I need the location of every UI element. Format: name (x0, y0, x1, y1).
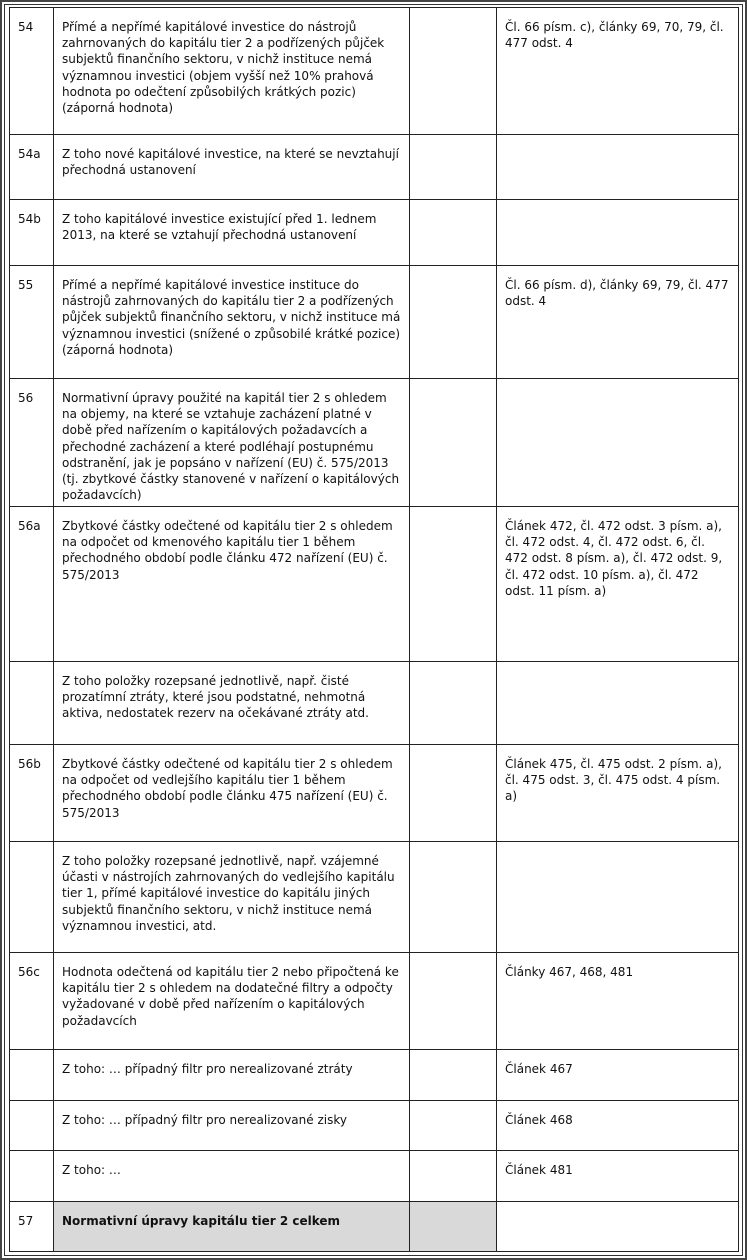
row-regulation-reference: Článek 467 (497, 1050, 739, 1101)
row-description: Normativní úpravy použité na kapitál tier 2 s ohledem na objemy, na které se vztahuje zacházení platné v době před nařízením o kapitálových požadavcích a přechodné zacházení a které podléhají postupnému odstranění, jak je popsáno v nařízení (EU) č. 575/2013 (tj. zbytkové částky stanovené v nařízení o kapitálových požadavcích) (54, 379, 410, 507)
row-amount (410, 842, 497, 953)
row-regulation-reference (497, 662, 739, 745)
row-description: Normativní úpravy kapitálu tier 2 celkem (54, 1202, 410, 1252)
table-row (10, 8, 739, 135)
row-regulation-reference: Článek 481 (497, 1151, 739, 1202)
row-regulation-reference: Čl. 66 písm. d), články 69, 79, čl. 477 odst. 4 (497, 266, 739, 379)
row-amount (410, 1151, 497, 1202)
row-amount (410, 662, 497, 745)
row-description: Hodnota odečtená od kapitálu tier 2 nebo připočtená ke kapitálu tier 2 s ohledem na dodatečné filtry a odpočty vyžadované v době před nařízením o kapitálových požadavcích (54, 953, 410, 1050)
row-number: 54 (10, 8, 54, 135)
row-amount (410, 1202, 497, 1252)
row-description: Z toho: … (54, 1151, 410, 1202)
table-row (10, 1101, 739, 1151)
table-row (10, 200, 739, 266)
row-number: 57 (10, 1202, 54, 1252)
row-number: 56c (10, 953, 54, 1050)
row-description: Z toho: … případný filtr pro nerealizované ztráty (54, 1050, 410, 1101)
table-row-total (10, 1202, 739, 1252)
row-number: 56a (10, 507, 54, 662)
row-regulation-reference: Čl. 66 písm. c), články 69, 70, 79, čl. 477 odst. 4 (497, 8, 739, 135)
row-amount (410, 200, 497, 266)
row-description: Zbytkové částky odečtené od kapitálu tier 2 s ohledem na odpočet od kmenového kapitálu tier 1 během přechodného období podle článku 472 nařízení (EU) č. 575/2013 (54, 507, 410, 662)
row-regulation-reference (497, 135, 739, 200)
row-regulation-reference (497, 200, 739, 266)
row-regulation-reference: Články 467, 468, 481 (497, 953, 739, 1050)
row-description: Z toho: … případný filtr pro nerealizované zisky (54, 1101, 410, 1151)
row-regulation-reference (497, 842, 739, 953)
row-amount (410, 379, 497, 507)
row-description: Z toho položky rozepsané jednotlivě, např. vzájemné účasti v nástrojích zahrnovaných do vedlejšího kapitálu tier 1, přímé kapitálové investice do kapitálu jiných subjektů finančního sektoru, v nichž instituce nemá významnou investici, atd. (54, 842, 410, 953)
row-description: Z toho kapitálové investice existující před 1. lednem 2013, na které se vztahují přechodná ustanovení (54, 200, 410, 266)
row-description: Přímé a nepřímé kapitálové investice do nástrojů zahrnovaných do kapitálu tier 2 a podřízených půjček subjektů finančního sektoru, v nichž instituce nemá významnou investici (objem vyšší než 10% prahová hodnota po odečtení způsobilých krátkých pozic) (záporná hodnota) (54, 8, 410, 135)
table-row (10, 1050, 739, 1101)
table-row (10, 953, 739, 1050)
row-number: 56b (10, 745, 54, 842)
table-row (10, 1151, 739, 1202)
row-amount (410, 953, 497, 1050)
table-row (10, 266, 739, 379)
row-description: Z toho položky rozepsané jednotlivě, např. čisté prozatímní ztráty, které jsou podstatné, nehmotná aktiva, nedostatek rezerv na očekávané ztráty atd. (54, 662, 410, 745)
row-regulation-reference (497, 379, 739, 507)
row-number: 56 (10, 379, 54, 507)
row-number (10, 1151, 54, 1202)
table-row (10, 135, 739, 200)
table-row (10, 662, 739, 745)
row-amount (410, 507, 497, 662)
row-amount (410, 745, 497, 842)
row-amount (410, 8, 497, 135)
row-regulation-reference (497, 1202, 739, 1252)
row-amount (410, 1101, 497, 1151)
row-amount (410, 135, 497, 200)
table-row (10, 379, 739, 507)
row-amount (410, 266, 497, 379)
row-description: Zbytkové částky odečtené od kapitálu tier 2 s ohledem na odpočet od vedlejšího kapitálu tier 1 během přechodného období podle článku 475 nařízení (EU) č. 575/2013 (54, 745, 410, 842)
row-number: 54a (10, 135, 54, 200)
table-row (10, 745, 739, 842)
row-number (10, 662, 54, 745)
row-amount (410, 1050, 497, 1101)
row-regulation-reference: Článek 468 (497, 1101, 739, 1151)
row-regulation-reference: Článek 472, čl. 472 odst. 3 písm. a), čl. 472 odst. 4, čl. 472 odst. 6, čl. 472 odst. 8 písm. a), čl. 472 odst. 9, čl. 472 odst. 10 písm. a), čl. 472 odst. 11 písm. a) (497, 507, 739, 662)
row-number: 54b (10, 200, 54, 266)
table-row (10, 842, 739, 953)
row-regulation-reference: Článek 475, čl. 475 odst. 2 písm. a), čl. 475 odst. 3, čl. 475 odst. 4 písm. a) (497, 745, 739, 842)
row-number (10, 842, 54, 953)
row-description: Z toho nové kapitálové investice, na které se nevztahují přechodná ustanovení (54, 135, 410, 200)
row-number: 55 (10, 266, 54, 379)
capital-adjustments-table (9, 7, 739, 1252)
row-description: Přímé a nepřímé kapitálové investice instituce do nástrojů zahrnovaných do kapitálu tier 2 a podřízených půjček subjektů finančního sektoru, v nichž instituce má významnou investici (snížené o způsobilé krátké pozice) (záporná hodnota) (54, 266, 410, 379)
row-number (10, 1101, 54, 1151)
table-row (10, 507, 739, 662)
row-number (10, 1050, 54, 1101)
